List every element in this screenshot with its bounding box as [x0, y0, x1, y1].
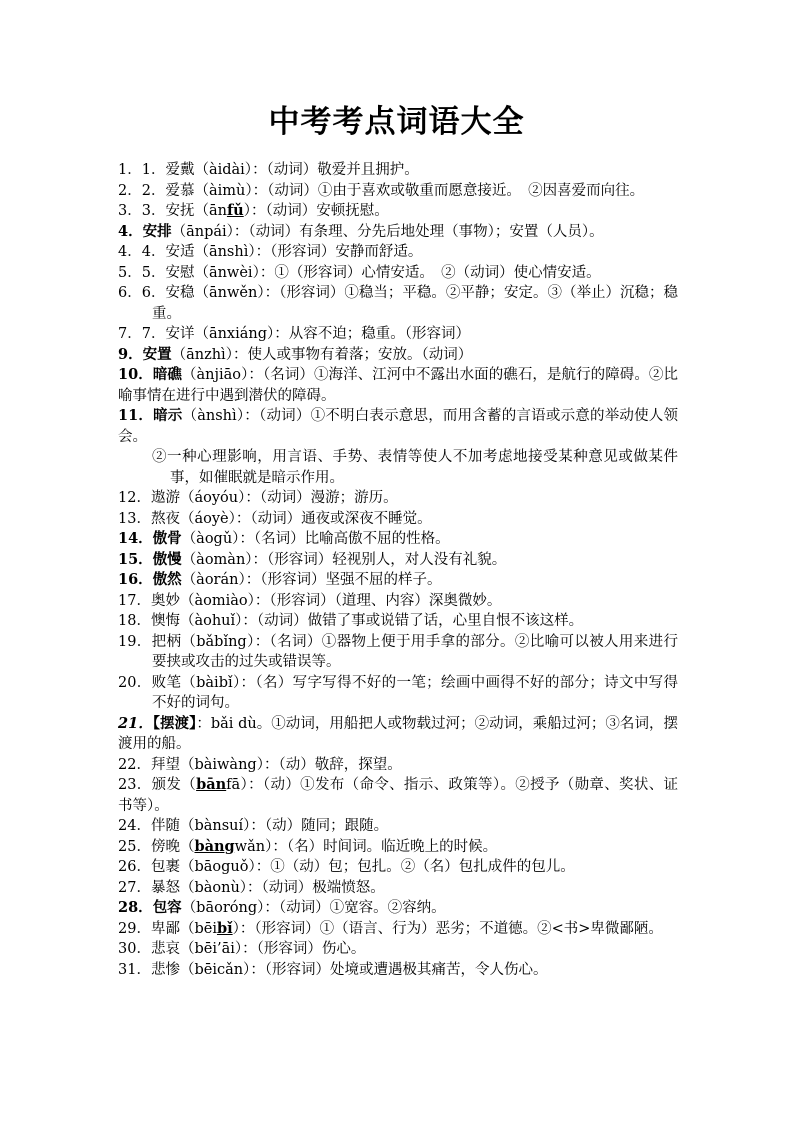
headword: 【摆渡】 — [152, 714, 197, 732]
headword: 卑鄙 — [150, 920, 180, 937]
list-item — [118, 939, 678, 960]
item-number: 3．3． — [118, 203, 166, 219]
pinyin: （ànjiāo） — [181, 367, 249, 383]
item-number: 7．7． — [118, 326, 166, 342]
pinyin: （bàonù） — [179, 879, 248, 896]
definition: ：（形容词）轻视别人，对人没有礼貌。 — [252, 551, 507, 568]
list-item — [118, 324, 678, 345]
definition: ：（动）敬辞，探望。 — [263, 756, 402, 773]
pinyin: ） — [232, 920, 240, 937]
item-number: 15． — [118, 550, 153, 568]
item-number: 5．5． — [118, 264, 166, 281]
pinyin: fā） — [226, 777, 249, 793]
definition: ：（动词）①由于喜欢或敬重而愿意接近。 ②因喜爱而向往。 — [252, 182, 645, 199]
pinyin: （àomàn） — [181, 551, 253, 568]
item-number: 24． — [118, 818, 151, 834]
headword: 包裹 — [150, 859, 180, 875]
headword: 颁发 — [151, 777, 182, 793]
definition: ：（动）①发布（命令、指示、政策等）。②授予（勋章、奖状、证书等）。 — [118, 777, 679, 814]
list-item — [118, 857, 678, 878]
list-item — [118, 263, 678, 284]
pinyin: （ānwèi） — [194, 264, 260, 281]
list-item — [118, 960, 678, 981]
headword: 傍晚 — [150, 838, 180, 855]
item-number: 6．6． — [118, 285, 166, 301]
pinyin-underlined: fǔ — [226, 202, 244, 219]
pinyin: （áoyè） — [179, 510, 236, 527]
headword: 安稳 — [165, 285, 195, 301]
pinyin-underlined: bǐ — [216, 919, 233, 937]
item-number: 29． — [118, 920, 151, 937]
definition: ：①（形容词）心情安适。 ②（动词）使心情安适。 — [259, 264, 601, 281]
pinyin: （bāoguǒ） — [179, 859, 256, 875]
list-item — [118, 181, 678, 202]
list-item — [118, 406, 678, 447]
definition: ：（形容词）伤心。 — [242, 941, 366, 957]
definition: ：（动词）极端愤怒。 — [247, 879, 385, 896]
list-item — [118, 509, 678, 530]
list-item — [118, 755, 678, 776]
list-item — [118, 611, 678, 632]
definition: ：（名词）①海洋、江河中不露出水面的礁石，是航行的障碍。②比喻事情在进行中遇到潜伏的障碍。 — [118, 367, 679, 404]
pinyin: （ānwěn） — [194, 285, 265, 301]
definition: ②一种心理影响，用言语、手势、表情等使人不加考虑地接受某种意见或做某件事，如催眠就是暗示作用。 — [152, 449, 678, 486]
list-item — [118, 775, 678, 816]
headword: 暗示 — [153, 407, 183, 424]
list-item — [118, 673, 678, 714]
pinyin: （ānxiáng） — [194, 326, 275, 342]
definition: ：（动词）敬爱并且拥护。 — [252, 162, 419, 178]
headword: 伴随 — [150, 818, 180, 834]
pinyin: （àimù） — [194, 182, 253, 199]
headword: 懊悔 — [150, 613, 180, 629]
item-number: 26． — [118, 859, 151, 875]
headword: 傲然 — [152, 571, 182, 588]
headword: 遨游 — [150, 490, 180, 506]
list-item — [118, 242, 678, 263]
list-item — [118, 570, 678, 591]
pinyin: （bànsuí） — [179, 818, 251, 834]
pinyin: （bēi — [179, 920, 217, 937]
list-item — [118, 160, 678, 181]
list-item — [118, 222, 678, 243]
headword: 安适 — [165, 244, 195, 260]
item-number: 13． — [118, 510, 151, 527]
pinyin-underlined: bān — [196, 776, 227, 793]
definition: ：（形容词）坚强不屈的样子。 — [245, 572, 442, 588]
list-item — [118, 201, 678, 222]
definition: ：（名）写字写得不好的一笔；绘画中画得不好的部分；诗文中写得不好的词句。 — [152, 674, 679, 711]
headword: 暗礁 — [152, 366, 182, 383]
definition: ：使人或事物有着落；安放。（动词） — [232, 346, 473, 363]
item-number: 12． — [118, 490, 151, 506]
headword: 安排 — [142, 222, 172, 240]
definition: 。①动词，用船把人或物载过河；②动词，乘船过河；③名词，摆渡用的船。 — [118, 715, 678, 752]
list-item — [118, 837, 678, 858]
pinyin: （àorán） — [181, 572, 246, 588]
item-number: 4．4． — [118, 244, 166, 260]
pinyin: （ — [181, 777, 197, 793]
pinyin: ） — [243, 203, 251, 219]
item-number: 11． — [118, 407, 154, 424]
headword: 傲慢 — [152, 550, 182, 568]
headword: 安置 — [142, 345, 172, 363]
item-number: 10． — [118, 366, 153, 383]
headword: 悲惨 — [150, 961, 180, 978]
headword: 安抚 — [165, 203, 195, 219]
list-item — [118, 365, 678, 406]
definition: ：（名）时间词。临近晚上的时候。 — [272, 838, 498, 855]
item-number: 9． — [118, 345, 143, 363]
item-number: 31． — [118, 961, 151, 978]
headword: 奥妙 — [150, 592, 180, 609]
definition: ：（动）随同；跟随。 — [250, 818, 389, 834]
item-number: 23． — [118, 777, 152, 793]
headword: 把柄 — [151, 633, 182, 650]
definition: ：（形容词）①稳当；平稳。②平静；安定。③（举止）沉稳；稳重。 — [152, 285, 679, 322]
headword: 拜望 — [150, 756, 180, 773]
pinyin: （àidài） — [194, 162, 253, 178]
vocabulary-list — [118, 160, 678, 980]
headword: 安慰 — [165, 264, 195, 281]
list-item — [118, 529, 678, 550]
definition: ：（动词）安顿抚慰。 — [250, 203, 389, 219]
definition: ：（动词）有条理、分先后地处理（事物）；安置（人员）。 — [233, 223, 604, 240]
item-number: 25． — [118, 838, 151, 855]
list-item — [118, 550, 678, 571]
item-number: 14． — [118, 530, 153, 547]
pinyin: （ — [179, 838, 195, 855]
definition: ：（形容词）安静而舒适。 — [255, 244, 423, 260]
pinyin: （ān — [194, 203, 227, 219]
list-item — [118, 898, 678, 919]
pinyin: wǎn） — [234, 838, 273, 855]
pinyin: （bàiwàng） — [179, 756, 264, 773]
list-item — [118, 919, 678, 940]
pinyin: ：bǎi dù — [196, 715, 257, 732]
item-number: 21． — [118, 714, 153, 732]
definition: ：（动词）①宽容。②容纳。 — [264, 900, 446, 916]
item-number: 16． — [118, 571, 153, 588]
list-item — [118, 345, 678, 366]
item-number: 20． — [118, 674, 152, 691]
headword: 爱戴 — [165, 162, 195, 178]
item-number: 22． — [118, 756, 151, 773]
pinyin: （ānshì） — [194, 244, 256, 260]
item-number: 17． — [118, 592, 151, 609]
definition: ：（形容词）（道理、内容）深奥微妙。 — [254, 592, 502, 609]
pinyin: （bēi’āi） — [179, 941, 243, 957]
page-title: 中考考点词语大全 — [268, 104, 525, 140]
pinyin: （áoyóu） — [179, 490, 246, 506]
list-item — [118, 591, 678, 612]
pinyin: （bēicǎn） — [179, 961, 251, 978]
definition: ：（动词）做错了事或说错了话，心里自恨不该这样。 — [242, 613, 584, 629]
pinyin: （bàibǐ） — [181, 674, 241, 691]
definition: ：（形容词）处境或遭遇极其痛苦，令人伤心。 — [250, 961, 548, 978]
headword: 熬夜 — [150, 510, 180, 527]
list-item — [118, 632, 678, 673]
item-number: 19． — [118, 633, 152, 650]
headword: 傲骨 — [152, 530, 182, 547]
definition: ：（动词）①不明白表示意思，而用含蓄的言语或示意的举动使人领会。 — [118, 408, 679, 445]
list-item — [118, 283, 678, 324]
definition: ：（名词）比喻高傲不屈的性格。 — [239, 531, 450, 547]
pinyin: （bāoróng） — [181, 900, 265, 916]
item-number: 1．1． — [118, 162, 166, 178]
pinyin: （àohuǐ） — [179, 613, 243, 629]
list-item — [118, 714, 678, 755]
item-number: 2．2． — [118, 182, 166, 199]
definition: ：从容不迫；稳重。（形容词） — [274, 326, 471, 342]
list-item — [118, 816, 678, 837]
list-item — [118, 878, 678, 899]
definition: ：（动词）漫游；游历。 — [245, 490, 398, 506]
headword: 包容 — [152, 899, 182, 916]
pinyin-underlined: bàng — [194, 837, 235, 855]
pinyin: （àomiào） — [179, 592, 255, 609]
headword: 暴怒 — [150, 879, 180, 896]
item-number: 30． — [118, 941, 151, 957]
list-item-continuation — [118, 447, 678, 488]
item-number: 27． — [118, 879, 151, 896]
definition: ：（名词）①器物上便于用手拿的部分。②比喻可以被人用来进行要挟或攻击的过失或错误等。 — [152, 633, 678, 670]
headword: 悲哀 — [150, 941, 180, 957]
headword: 爱慕 — [165, 182, 195, 199]
headword: 败笔 — [151, 674, 182, 691]
headword: 安详 — [165, 326, 195, 342]
pinyin: （bǎbǐng） — [181, 633, 255, 650]
definition: ：（形容词）①（语言、行为）恶劣；不道德。②<书>卑微鄙陋。 — [239, 920, 663, 937]
list-item — [118, 488, 678, 509]
definition: ：（动词）通夜或深夜不睡觉。 — [235, 510, 432, 527]
pinyin: （àogǔ） — [181, 531, 240, 547]
pinyin: （ànshì） — [182, 408, 245, 424]
definition: ：①（动）包；包扎。②（名）包扎成件的包儿。 — [255, 859, 575, 875]
item-number: 28． — [118, 899, 153, 916]
item-number: 18． — [118, 613, 151, 629]
pinyin: （ānzhì） — [171, 346, 233, 363]
item-number: 4． — [118, 222, 143, 240]
pinyin: （ānpái） — [171, 223, 234, 240]
